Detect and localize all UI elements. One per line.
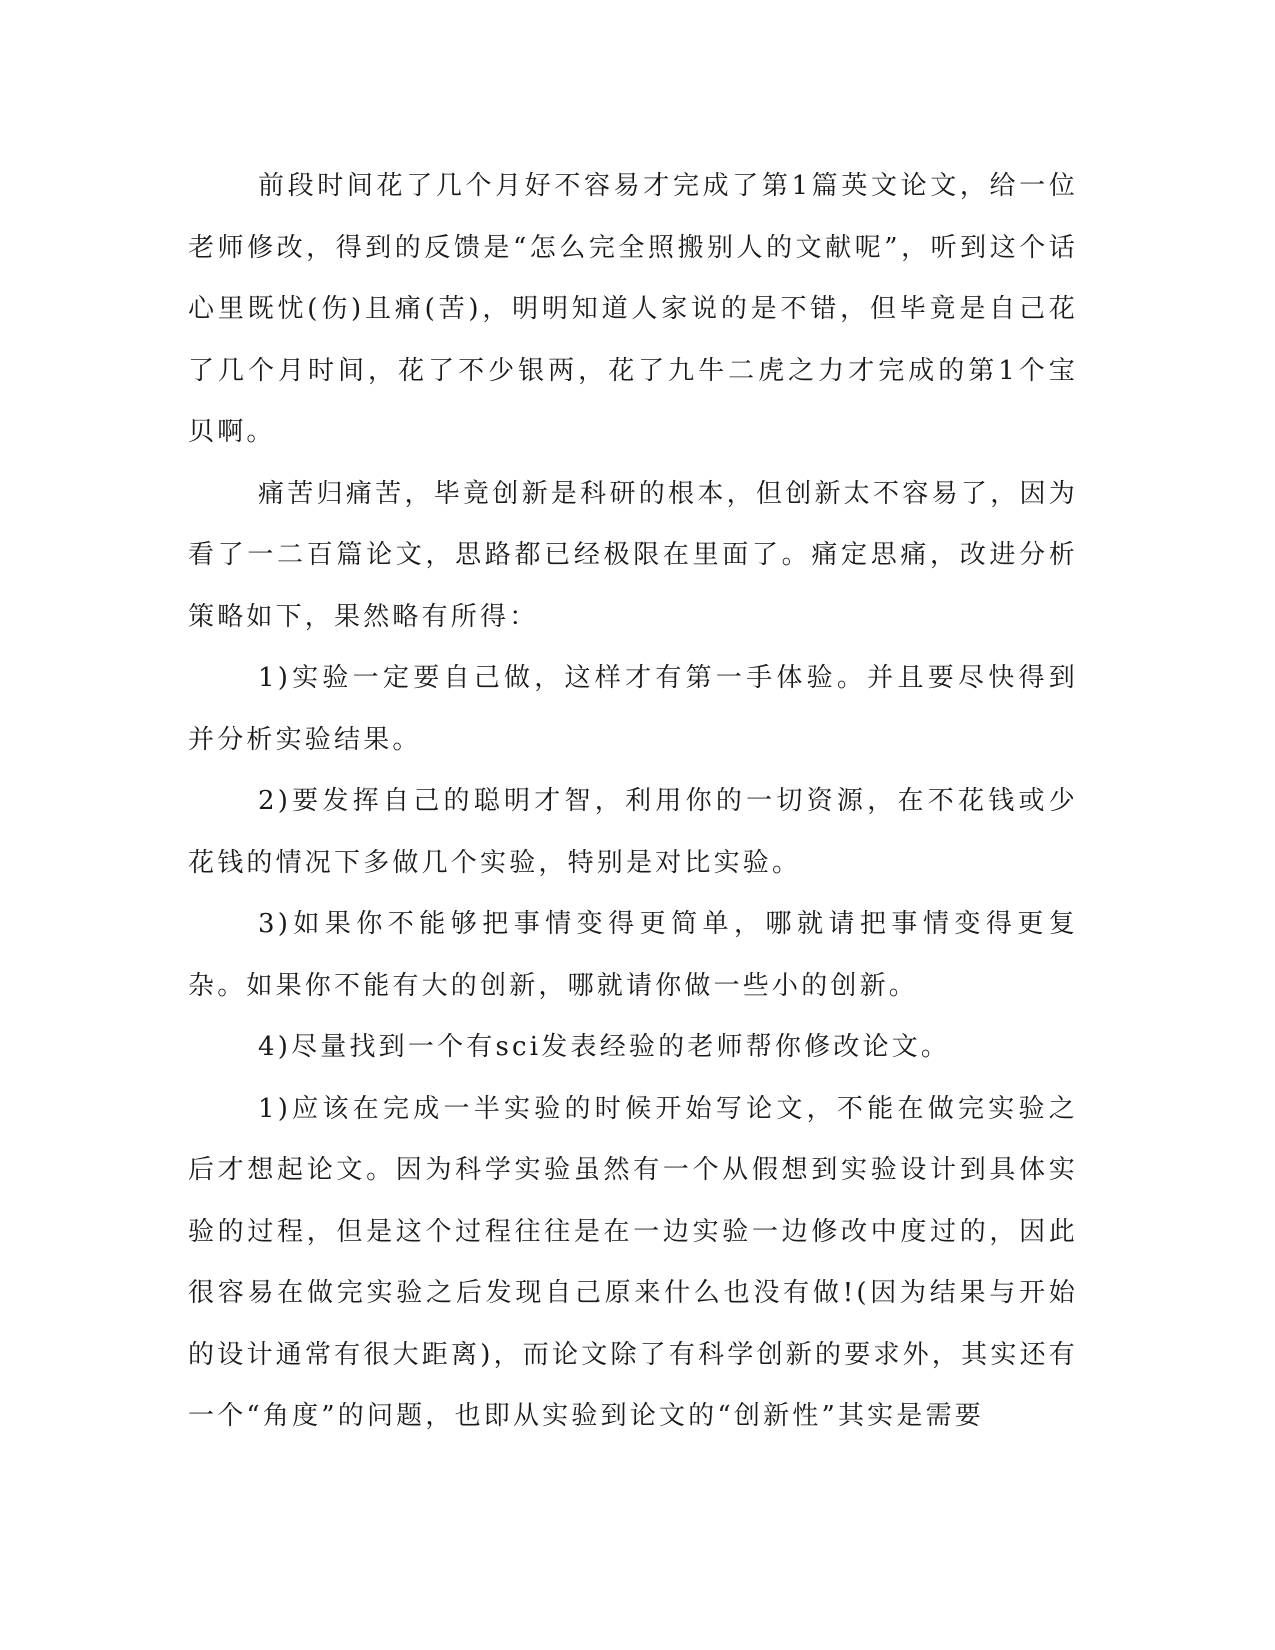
paragraph-tip-4: 4)尽量找到一个有sci发表经验的老师帮你修改论文。 (258, 1032, 951, 1062)
paragraph-tip-2: 2)要发挥自己的聪明才智，利用你的一切资源，在不花钱或少花钱的情况下多做几个实验，特别是对比实验。 (188, 786, 1078, 878)
paragraph-intro: 前段时间花了几个月好不容易才完成了第1篇英文论文，给一位老师修改，得到的反馈是“怎么完全照搬别人的文献呢”，听到这个话心里既忧(伤)且痛(苦)，明明知道人家说的是不错，但毕竟是自己花了几个月时间，花了不少银两，花了九牛二虎之力才完成的第1个宝贝啊。 (188, 171, 1078, 447)
paragraph-tip-1: 1)实验一定要自己做，这样才有第一手体验。并且要尽快得到并分析实验结果。 (188, 663, 1078, 755)
paragraph-writing-timing: 1)应该在完成一半实验的时候开始写论文，不能在做完实验之后才想起论文。因为科学实验虽然有一个从假想到实验设计到具体实验的过程，但是这个过程往往是在一边实验一边修改中度过的，因此很容易在做完实验之后发现自己原来什么也没有做!(因为结果与开始的设计通常有很大距离)，而论文除了有科学创新的要求外，其实还有一个“角度”的问题，也即从实验到论文的“创新性”其实是需要 (188, 1093, 1078, 1431)
paragraph-tip-3: 3)如果你不能够把事情变得更简单，哪就请把事情变得更复杂。如果你不能有大的创新，哪就请你做一些小的创新。 (188, 909, 1078, 1001)
document-body (188, 156, 1078, 1448)
paragraph-innovation: 痛苦归痛苦，毕竟创新是科研的根本，但创新太不容易了，因为看了一二百篇论文，思路都已经极限在里面了。痛定思痛，改进分析策略如下，果然略有所得： (188, 478, 1078, 632)
